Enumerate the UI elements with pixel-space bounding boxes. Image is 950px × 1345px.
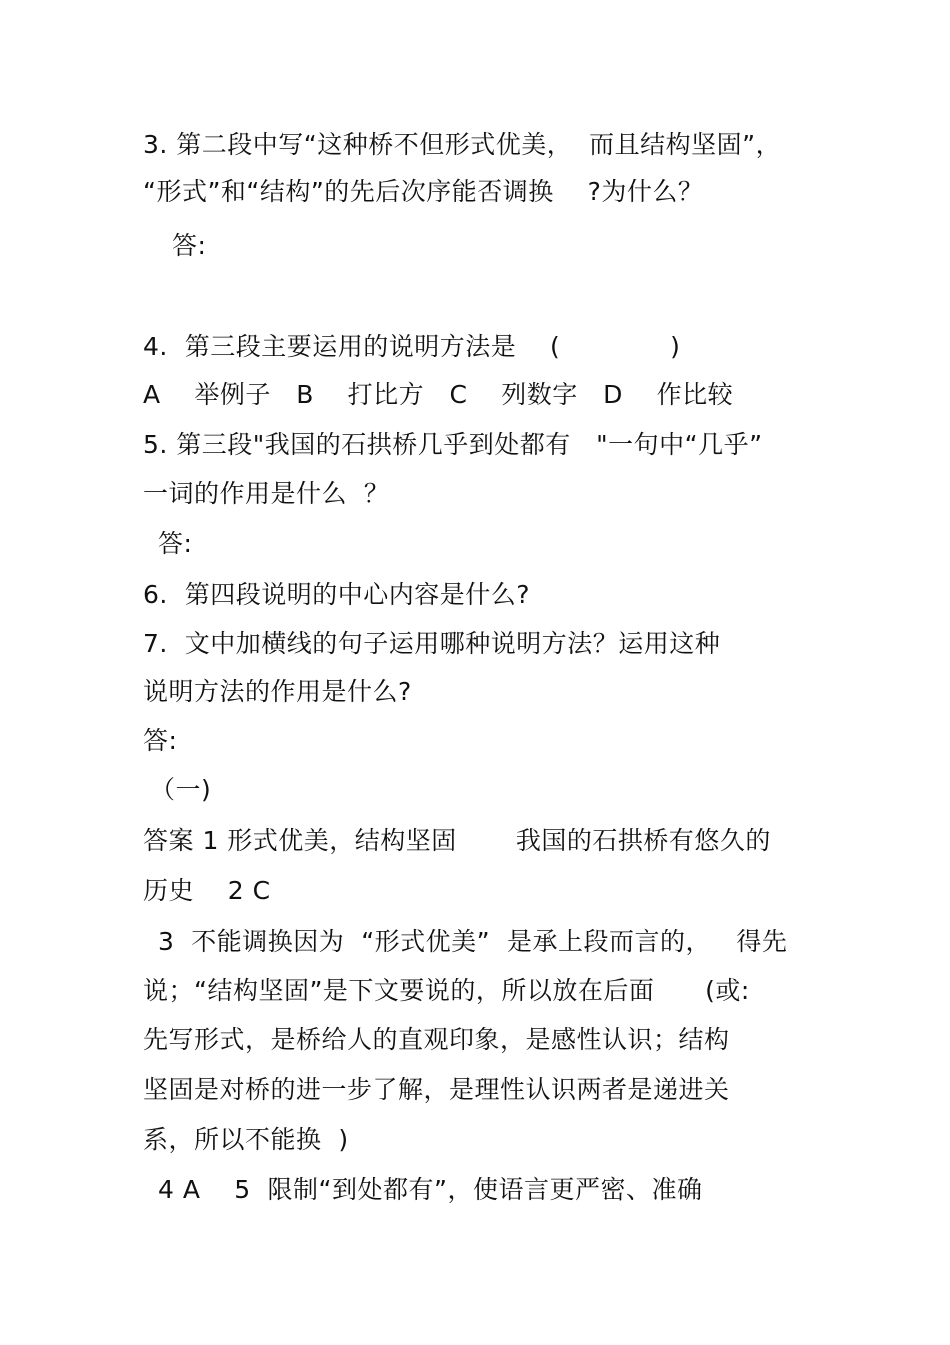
answer-line-5: 先写形式，是桥给人的直观印象，是感性认识；结构 <box>143 1025 730 1054</box>
question-4-stem: 4. 第三段主要运用的说明方法是 ( ) <box>143 332 681 361</box>
answer-label-5: 答: <box>158 529 193 558</box>
answer-line-3: 3 不能调换因为 “形式优美” 是承上段而言的， 得先 <box>158 927 788 956</box>
answer-line-7: 系，所以不能换 ) <box>143 1125 349 1154</box>
question-7-line-1: 7. 文中加横线的句子运用哪种说明方法？运用这种 <box>143 629 721 658</box>
question-5-line-2: 一词的作用是什么 ？ <box>143 479 390 508</box>
answer-line-8: 4 A 5 限制“到处都有”，使语言更严密、准确 <box>158 1175 703 1204</box>
answer-line-6: 坚固是对桥的进一步了解，是理性认识两者是递进关 <box>143 1075 730 1104</box>
question-4-options: A 举例子 B 打比方 C 列数字 D 作比较 <box>143 380 734 409</box>
question-6: 6. 第四段说明的中心内容是什么? <box>143 580 531 609</box>
answer-line-1: 答案 1 形式优美，结构坚固 我国的石拱桥有悠久的 <box>143 826 771 855</box>
question-3-line-1: 3. 第二段中写“这种桥不但形式优美， 而且结构坚固”， <box>143 130 782 159</box>
question-3-line-2: “形式”和“结构”的先后次序能否调换 ?为什么？ <box>143 177 704 206</box>
section-heading: （一) <box>150 775 212 804</box>
question-7-line-2: 说明方法的作用是什么? <box>143 677 412 706</box>
answer-label-7: 答: <box>143 726 178 755</box>
answer-label-3: 答: <box>172 231 207 260</box>
question-5-line-1: 5. 第三段"我国的石拱桥几乎到处都有 "一句中“几乎” <box>143 430 763 459</box>
answer-line-2: 历史 2 C <box>143 876 271 905</box>
answer-line-4: 说；“结构坚固”是下文要说的，所以放在后面 (或: <box>143 976 750 1005</box>
